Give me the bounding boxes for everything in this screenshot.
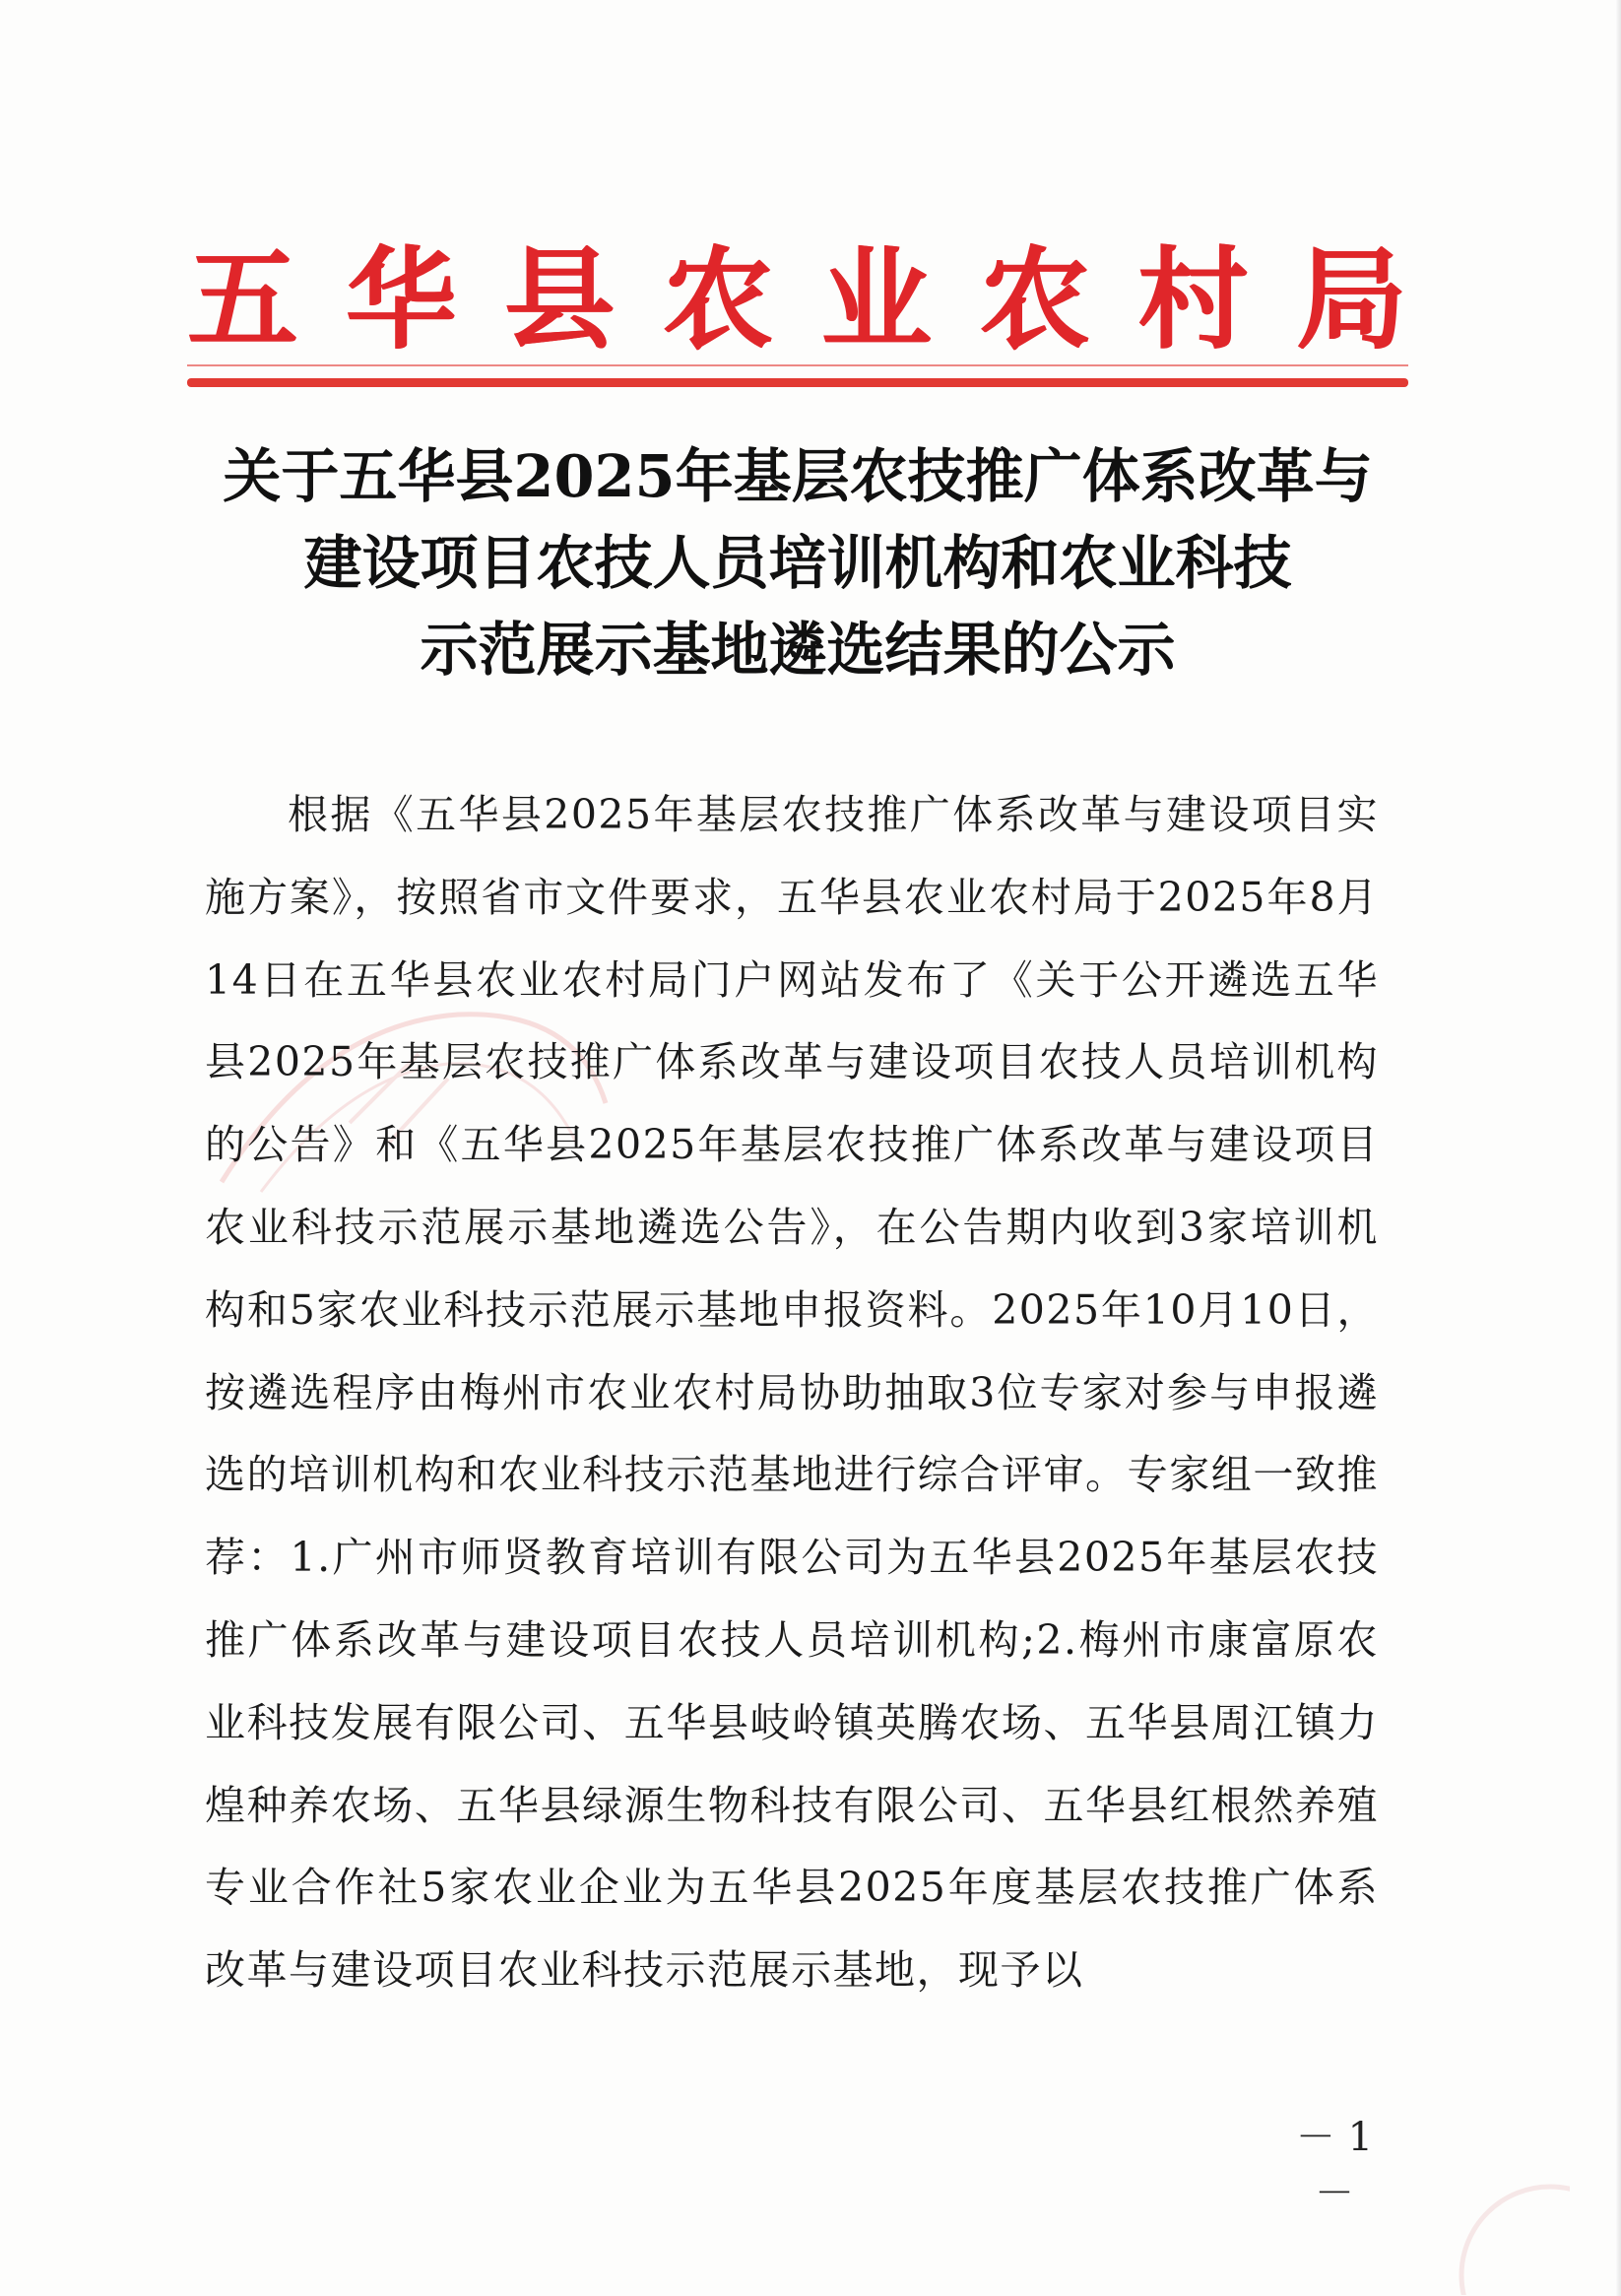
masthead-char: 农 [662, 235, 775, 364]
body-paragraph: 根据《五华县2025年基层农技推广体系改革与建设项目实施方案》，按照省市文件要求，五华县农业农村局于2025年8月14日在五华县农业农村局门户网站发布了《关于公开遴选五华县2025年基层农技推广体系改革与建设项目农技人员培训机构的公告》和《五华县2025年基层农技推广体系改革与建设项目农业科技示范展示基地遴选公告》，在公告期内收到3家培训机构和5家农业科技示范展示基地申报资料。2025年10月10日，按遴选程序由梅州市农业农村局协助抽取3位专家对参与申报遴选的培训机构和农业科技示范基地进行综合评审。专家组一致推荐：1.广州市师贤教育培训有限公司为五华县2025年基层农技推广体系改革与建设项目农技人员培训机构;2.梅州市康富原农业科技发展有限公司、五华县岐岭镇英腾农场、五华县周江镇力煌种养农场、五华县绿源生物科技有限公司、五华县红根然养殖专业合作社5家农业企业为五华县2025年度基层农技推广体系改革与建设项目农业科技示范展示基地，现予以 [205, 791, 1379, 1995]
masthead-char: 县 [503, 235, 616, 364]
masthead-char: 村 [1137, 235, 1251, 364]
stamp-edge-mark [1432, 2157, 1570, 2295]
masthead-char: 五 [187, 235, 299, 364]
document-title [148, 433, 1448, 693]
title-line: 示范展示基地遴选结果的公示 [420, 616, 1176, 684]
masthead-char: 局 [1295, 235, 1408, 364]
scan-edge [1615, 0, 1621, 2296]
page-number: － 1 － [1295, 2115, 1374, 2216]
title-line: 建设项目农技人员培训机构和农业科技 [303, 529, 1292, 597]
masthead-char: 华 [345, 235, 458, 364]
masthead-char: 业 [820, 235, 934, 364]
masthead-red-rule [187, 378, 1408, 387]
masthead-thin-rule [187, 364, 1408, 366]
masthead-title [187, 236, 1408, 364]
title-line: 关于五华县2025年基层农技推广体系改革与 [223, 442, 1373, 510]
masthead-char: 农 [979, 235, 1092, 364]
